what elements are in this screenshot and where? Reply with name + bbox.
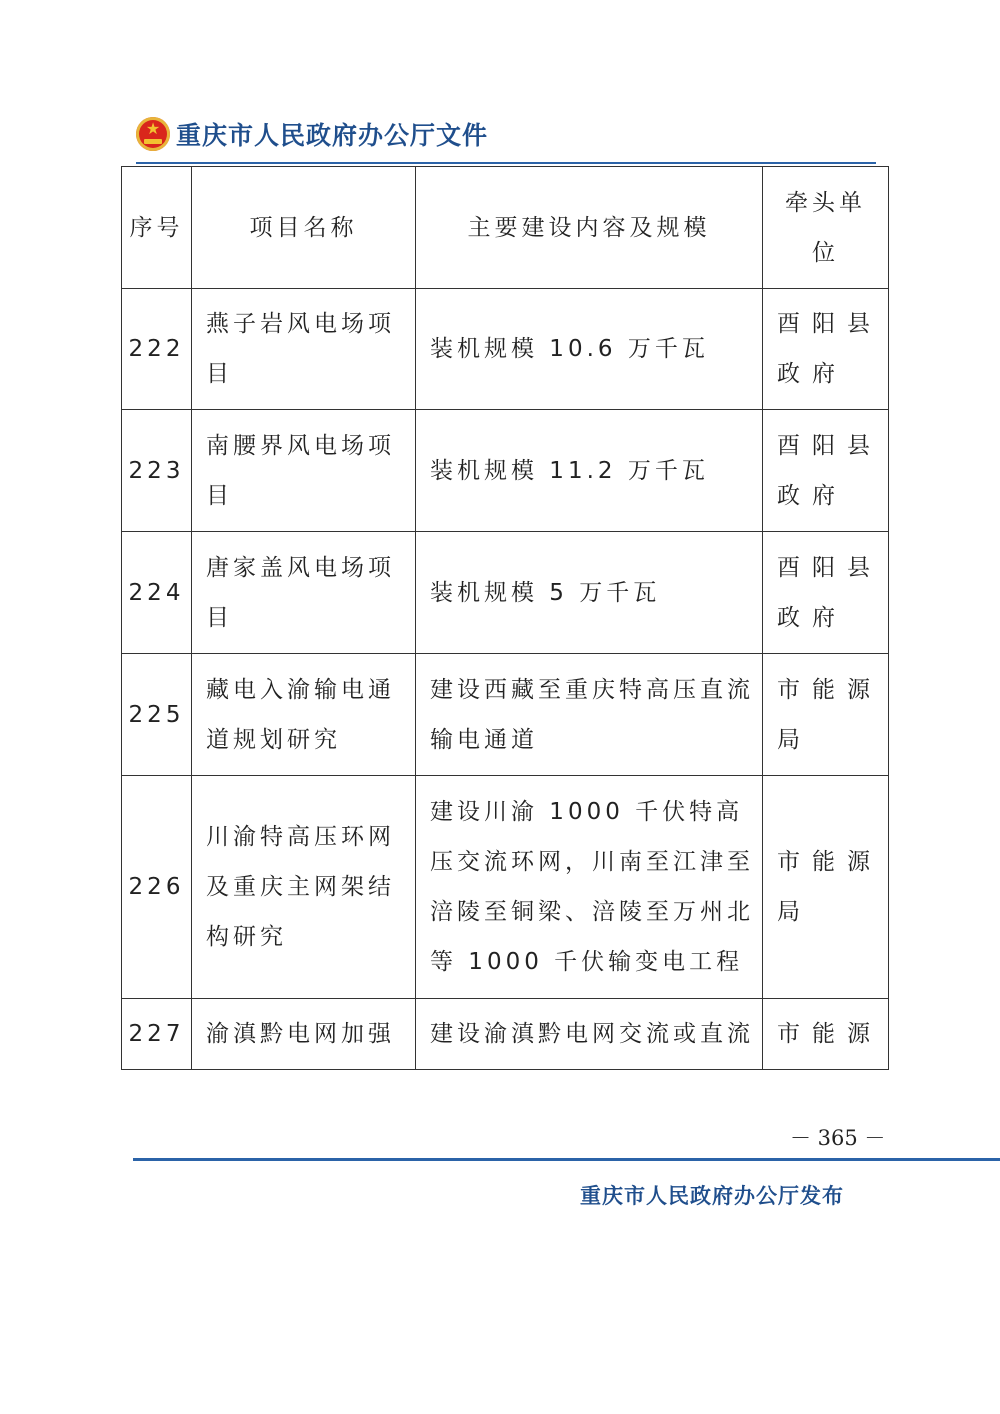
lead-unit: 市能源局 [763,654,889,776]
header-divider [136,162,876,164]
footer-publisher: 重庆市人民政府办公厅发布 [580,1183,844,1208]
lead-unit: 酉阳县政府 [763,532,889,654]
column-header-name: 项目名称 [192,167,416,289]
project-content: 装机规模 5 万千瓦 [416,532,763,654]
table-row [122,776,889,999]
project-table [121,166,889,1070]
document-header-title: 重庆市人民政府办公厅文件 [176,121,489,150]
table-row [122,999,889,1070]
national-emblem-icon [136,117,170,151]
project-name: 南腰界风电场项目 [192,410,416,532]
row-number: 226 [122,776,192,999]
project-content: 建设西藏至重庆特高压直流输电通道 [416,654,763,776]
document-header [136,112,488,156]
project-name: 渝滇黔电网加强 [192,999,416,1070]
project-name: 燕子岩风电场项目 [192,289,416,410]
page-number: － 365 － [790,1126,886,1150]
lead-unit: 市能源局 [763,776,889,999]
row-number: 224 [122,532,192,654]
row-number: 222 [122,289,192,410]
row-number: 227 [122,999,192,1070]
table-row [122,410,889,532]
lead-unit: 市能源 [763,999,889,1070]
project-content: 建设渝滇黔电网交流或直流 [416,999,763,1070]
table-row [122,654,889,776]
footer-divider [133,1158,1000,1161]
project-content: 建设川渝 1000 千伏特高压交流环网，川南至江津至涪陵至铜梁、涪陵至万州北等 1000 千伏输变电工程 [416,776,763,999]
column-header-no: 序号 [122,167,192,289]
lead-unit: 酉阳县政府 [763,410,889,532]
row-number: 225 [122,654,192,776]
table-row [122,532,889,654]
project-name: 川渝特高压环网及重庆主网架结构研究 [192,776,416,999]
lead-unit: 酉阳县政府 [763,289,889,410]
row-number: 223 [122,410,192,532]
project-name: 藏电入渝输电通道规划研究 [192,654,416,776]
column-header-content: 主要建设内容及规模 [416,167,763,289]
project-content: 装机规模 10.6 万千瓦 [416,289,763,410]
table-header-row [122,167,889,289]
column-header-unit: 牵头单位 [763,167,889,289]
project-content: 装机规模 11.2 万千瓦 [416,410,763,532]
table-row [122,289,889,410]
project-name: 唐家盖风电场项目 [192,532,416,654]
